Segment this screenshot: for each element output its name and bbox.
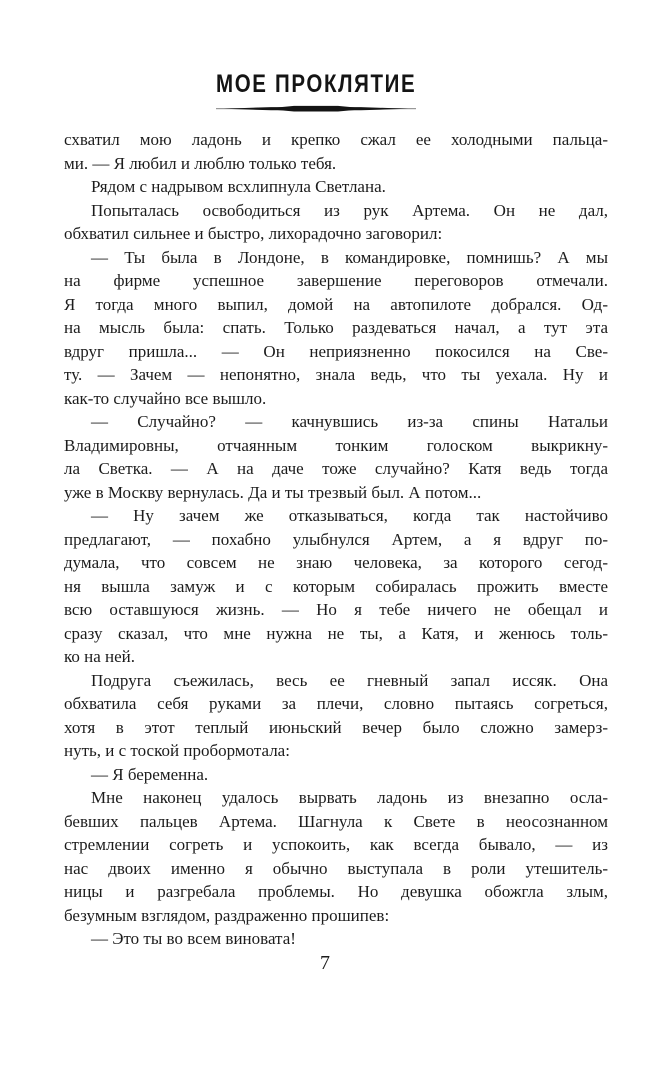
spindle-divider-ornament <box>216 104 416 114</box>
text-line: — Ну зачем же отказываться, когда так настойчиво <box>91 506 608 525</box>
text-line: ла Светка. — А на даче тоже случайно? Катя ведь тогда <box>64 459 608 478</box>
text-line: Мне наконец удалось вырвать ладонь из внезапно осла- <box>91 788 608 807</box>
text-line: — Ты была в Лондоне, в командировке, помнишь? А мы <box>91 247 608 267</box>
text-line: Подруга съежилась, весь ее гневный запал иссяк. Она <box>91 670 608 690</box>
text-line: нас двоих именно я обычно выступала в роли утешитель- <box>64 858 608 878</box>
text-line: думала, что совсем не знаю человека, за которого сегод- <box>64 553 608 572</box>
text-line: — Случайно? — качнувшись из-за спины Натальи <box>91 412 608 431</box>
text-line: стремлении согреть и успокоить, как всегда бывало, — из <box>64 835 608 854</box>
text-line: вдруг пришла... — Он неприязненно покосился на Све- <box>64 341 608 361</box>
text-line: уже в Москву вернулась. Да и ты трезвый был. А потом... <box>64 482 482 502</box>
paragraph <box>64 199 608 246</box>
text-line: предлагают, — похабно улыбнулся Артем, а я вдруг по- <box>64 529 608 549</box>
text-line: Я тогда много выпил, домой на автопилоте добрался. Од- <box>64 294 608 314</box>
text-line: сразу сказал, что мне нужна не ты, а Катя, и женюсь толь- <box>64 623 608 643</box>
paragraph <box>64 786 608 927</box>
text-line: хотя в этот теплый июньский вечер было сложно замерз- <box>64 717 608 737</box>
paragraph <box>64 927 608 951</box>
text-line: — Я беременна. <box>91 764 209 784</box>
paragraph <box>64 763 608 787</box>
text-line: ницы и разгребала проблемы. Но девушка обожгла злым, <box>64 882 608 901</box>
text-line: ми. — Я любил и люблю только тебя. <box>64 153 337 173</box>
text-line: безумным взглядом, раздраженно прошипев: <box>64 905 390 925</box>
text-line: ня вышла замуж и с которым собиралась прожить вместе <box>64 576 608 596</box>
text-line: нуть, и с тоской пробормотала: <box>64 741 290 760</box>
text-line: на мысль была: спать. Только раздеваться начал, а тут эта <box>64 318 608 337</box>
paragraph <box>64 504 608 669</box>
text-line: — Это ты во всем виновата! <box>91 929 296 948</box>
paragraph <box>64 128 608 175</box>
text-line: обхватил сильнее и быстро, лихорадочно заговорил: <box>64 224 443 243</box>
text-line: всю оставшуюся жизнь. — Но я тебе ничего не обещал и <box>64 600 608 619</box>
text-line: обхватила себя руками за плечи, словно пытаясь согреться, <box>64 694 608 713</box>
text-line: бевших пальцев Артема. Шагнула к Свете в неосознанном <box>64 811 608 831</box>
text-line: ко на ней. <box>64 647 136 666</box>
text-line: Владимировны, отчаянным тонким голоском выкрикну- <box>64 435 608 455</box>
paragraph <box>64 410 608 504</box>
divider-wrap <box>0 104 632 114</box>
text-line: как-то случайно все вышло. <box>64 388 267 408</box>
text-line: Рядом с надрывом всхлипнула Светлана. <box>91 177 386 196</box>
text-line: схватил мою ладонь и крепко сжал ее холодными пальца- <box>64 130 608 149</box>
page-footer <box>0 952 650 975</box>
text-line: Попыталась освободиться из рук Артема. Он не дал, <box>91 200 608 220</box>
running-title: МОЕ ПРОКЛЯТИЕ <box>215 70 417 98</box>
text-block <box>64 128 608 951</box>
page-header <box>0 70 632 114</box>
paragraph <box>64 246 608 411</box>
paragraph <box>64 175 608 199</box>
paragraph <box>64 669 608 763</box>
text-line: ту. — Зачем — непонятно, знала ведь, что ты уехала. Ну и <box>64 365 608 384</box>
page-number: 7 <box>320 952 330 974</box>
text-line: на фирме успешное завершение переговоров отмечали. <box>64 271 608 290</box>
